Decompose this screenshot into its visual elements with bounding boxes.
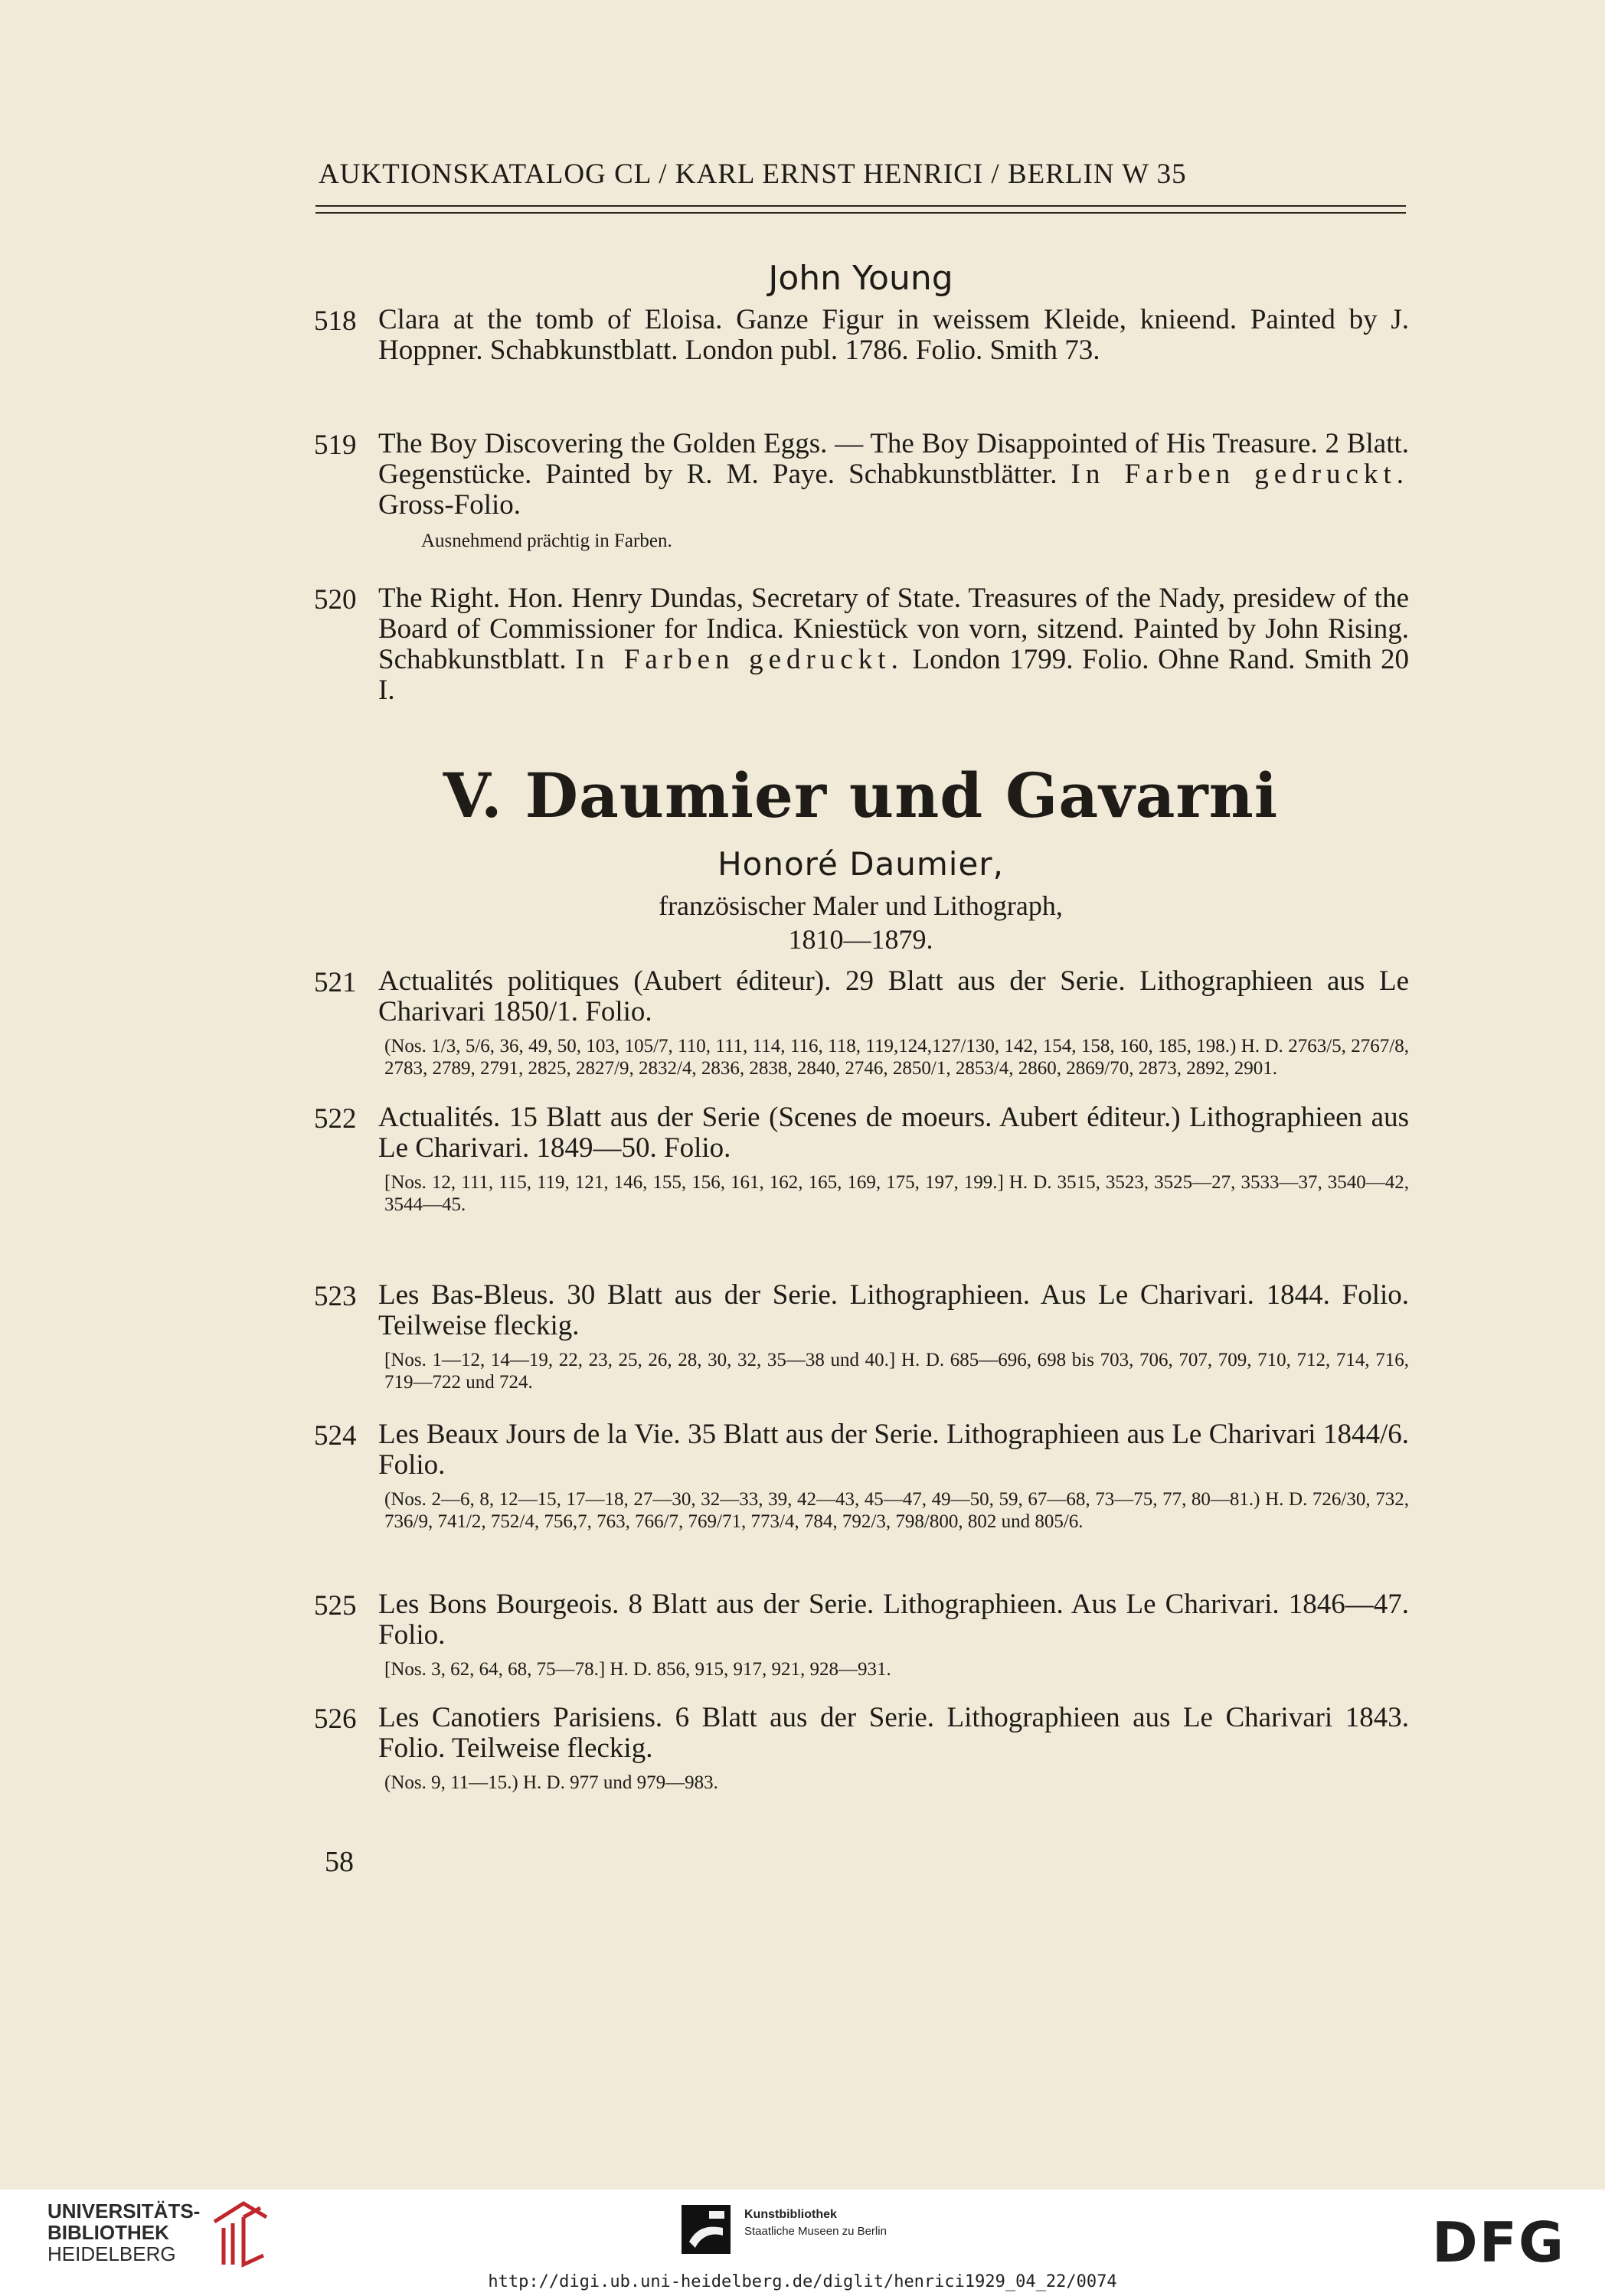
lot-note: [Nos. 1—12, 14—19, 22, 23, 25, 26, 28, 30, 32, 35—38 und 40.] H. D. 685—696, 698 bis 703, 706, 707, 709, 710, 712, 714, 716, 719—722 und 724. [384, 1350, 1409, 1393]
spaced-emphasis: In Farben gedruckt. [1071, 459, 1409, 490]
svg-text:DFG: DFG [1432, 2216, 1566, 2266]
lot-note: (Nos. 2—6, 8, 12—15, 17—18, 27—30, 32—33, 39, 42—43, 45—47, 49—50, 59, 67—68, 73—75, 77, 80—81.) H. D. 726/30, 732, 736/9, 741/2, 752/4, 756,7, 763, 766/7, 769/71, 773/4, 784, 792/3, 798/800, 802 und 805/6. [384, 1489, 1409, 1532]
lot-entry [314, 966, 1409, 1079]
lot-description: Les Bas-Bleus. 30 Blatt aus der Serie. Lithographieen. Aus Le Charivari. 1844. Folio. Teilweise fleckig. [378, 1279, 1409, 1341]
lot-note: (Nos. 1/3, 5/6, 36, 49, 50, 103, 105/7, 110, 111, 114, 116, 118, 119,124,127/130, 142, 154, 158, 160, 185, 198.) H. D. 2763/5, 2767/8, 2783, 2789, 2791, 2825, 2827/9, 2832/4, 2836, 2838, 2840, 2746, 2850/1, 2853/4, 2860, 2869/70, 2873, 2892, 2901. [384, 1036, 1409, 1079]
lot-number: 520 [314, 584, 357, 616]
header-double-rule [315, 205, 1406, 214]
lot-number: 522 [314, 1103, 357, 1135]
dfg-logo[interactable] [1432, 2216, 1585, 2270]
kb-line-2: Staatliche Museen zu Berlin [744, 2225, 887, 2238]
lot-note: [Nos. 12, 111, 115, 119, 121, 146, 155, 156, 161, 162, 165, 169, 175, 197, 199.] H. D. 3515, 3523, 3525—27, 3533—37, 3540—42, 3544—45. [384, 1172, 1409, 1215]
lot-entry [314, 1419, 1409, 1533]
digitization-footer [0, 2190, 1605, 2296]
lot-number: 524 [314, 1420, 357, 1452]
lot-number: 525 [314, 1590, 357, 1622]
lot-entry [314, 1703, 1409, 1794]
lot-number: 526 [314, 1703, 357, 1735]
lot-number: 521 [314, 967, 357, 998]
running-head: AUKTIONSKATALOG CL / KARL ERNST HENRICI / BERLIN W 35 [319, 158, 1187, 190]
permalink-url[interactable]: http://digi.ub.uni-heidelberg.de/diglit/henrici1929_04_22/0074 [488, 2272, 1117, 2291]
artist-dates: 1810—1879. [788, 924, 933, 955]
page-number: 58 [325, 1846, 354, 1878]
ub-line-3: HEIDELBERG [47, 2242, 176, 2265]
lot-description: Actualités politiques (Aubert éditeur). 29 Blatt aus der Serie. Lithographieen aus Le Charivari 1850/1. Folio. [378, 965, 1409, 1027]
ub-emblem-icon [210, 2199, 271, 2269]
lot-entry [314, 429, 1409, 552]
lot-note: (Nos. 9, 11—15.) H. D. 977 und 979—983. [384, 1772, 718, 1793]
lot-description: Les Bons Bourgeois. 8 Blatt aus der Serie. Lithographieen. Aus Le Charivari. 1846—47. Folio. [378, 1589, 1409, 1651]
lot-entry [314, 305, 1409, 366]
lot-number: 519 [314, 429, 357, 461]
dfg-wordmark-icon [1432, 2216, 1585, 2266]
lot-note: Ausnehmend prächtig in Farben. [421, 531, 672, 551]
section-title: V. Daumier und Gavarni [443, 759, 1279, 831]
lot-number: 523 [314, 1281, 357, 1312]
lot-description: The Boy Discovering the Golden Eggs. — The Boy Disappointed of His Treasure. 2 Blatt. Gegenstücke. Painted by R. M. Paye. Schabkunstblätter. In Farben gedruckt. Gross-Folio. [378, 428, 1409, 521]
kb-line-1: Kunstbibliothek [744, 2208, 837, 2221]
ub-line-1: UNIVERSITÄTS- [47, 2200, 201, 2223]
lot-description: Les Canotiers Parisiens. 6 Blatt aus der Serie. Lithographieen aus Le Charivari 1843. Folio. Teilweise fleckig. [378, 1702, 1409, 1764]
kunstbibliothek-logo[interactable] [682, 2205, 887, 2258]
lot-entry [314, 1102, 1409, 1216]
lot-description: The Right. Hon. Henry Dundas, Secretary of State. Treasures of the Nady, presidew of the Board of Commissioner for Indica. Kniestück von vorn, sitzend. Painted by John Rising. Schabkunstblatt. In Farben gedruckt. London 1799. Folio. Ohne Rand. Smith 20 I. [378, 583, 1410, 706]
lot-description: Actualités. 15 Blatt aus der Serie (Scenes de moeurs. Aubert éditeur.) Lithographieen aus Le Charivari. 1849—50. Folio. [378, 1102, 1409, 1164]
lot-entry [314, 583, 1409, 706]
spaced-emphasis: In Farben gedruckt. [575, 644, 904, 675]
artist-heading-john-young: John Young [768, 259, 953, 298]
lot-entry [314, 1280, 1409, 1393]
smb-emblem-icon [682, 2205, 731, 2254]
lot-entry [314, 1589, 1409, 1680]
ub-heidelberg-logo[interactable] [47, 2200, 200, 2265]
lot-description: Les Beaux Jours de la Vie. 35 Blatt aus der Serie. Lithographieen aus Le Charivari 1844/6. Folio. [378, 1419, 1409, 1481]
lot-description: Clara at the tomb of Eloisa. Ganze Figur in weissem Kleide, knieend. Painted by J. Hoppner. Schabkunstblatt. London publ. 1786. Folio. Smith 73. [378, 304, 1409, 366]
lot-note: [Nos. 3, 62, 64, 68, 75—78.] H. D. 856, 915, 917, 921, 928—931. [384, 1659, 891, 1680]
artist-description: französischer Maler und Lithograph, [659, 890, 1063, 921]
ub-line-2: BIBLIOTHEK [47, 2221, 169, 2244]
artist-heading-daumier: Honoré Daumier, [718, 845, 1004, 883]
lot-number: 518 [314, 305, 357, 337]
